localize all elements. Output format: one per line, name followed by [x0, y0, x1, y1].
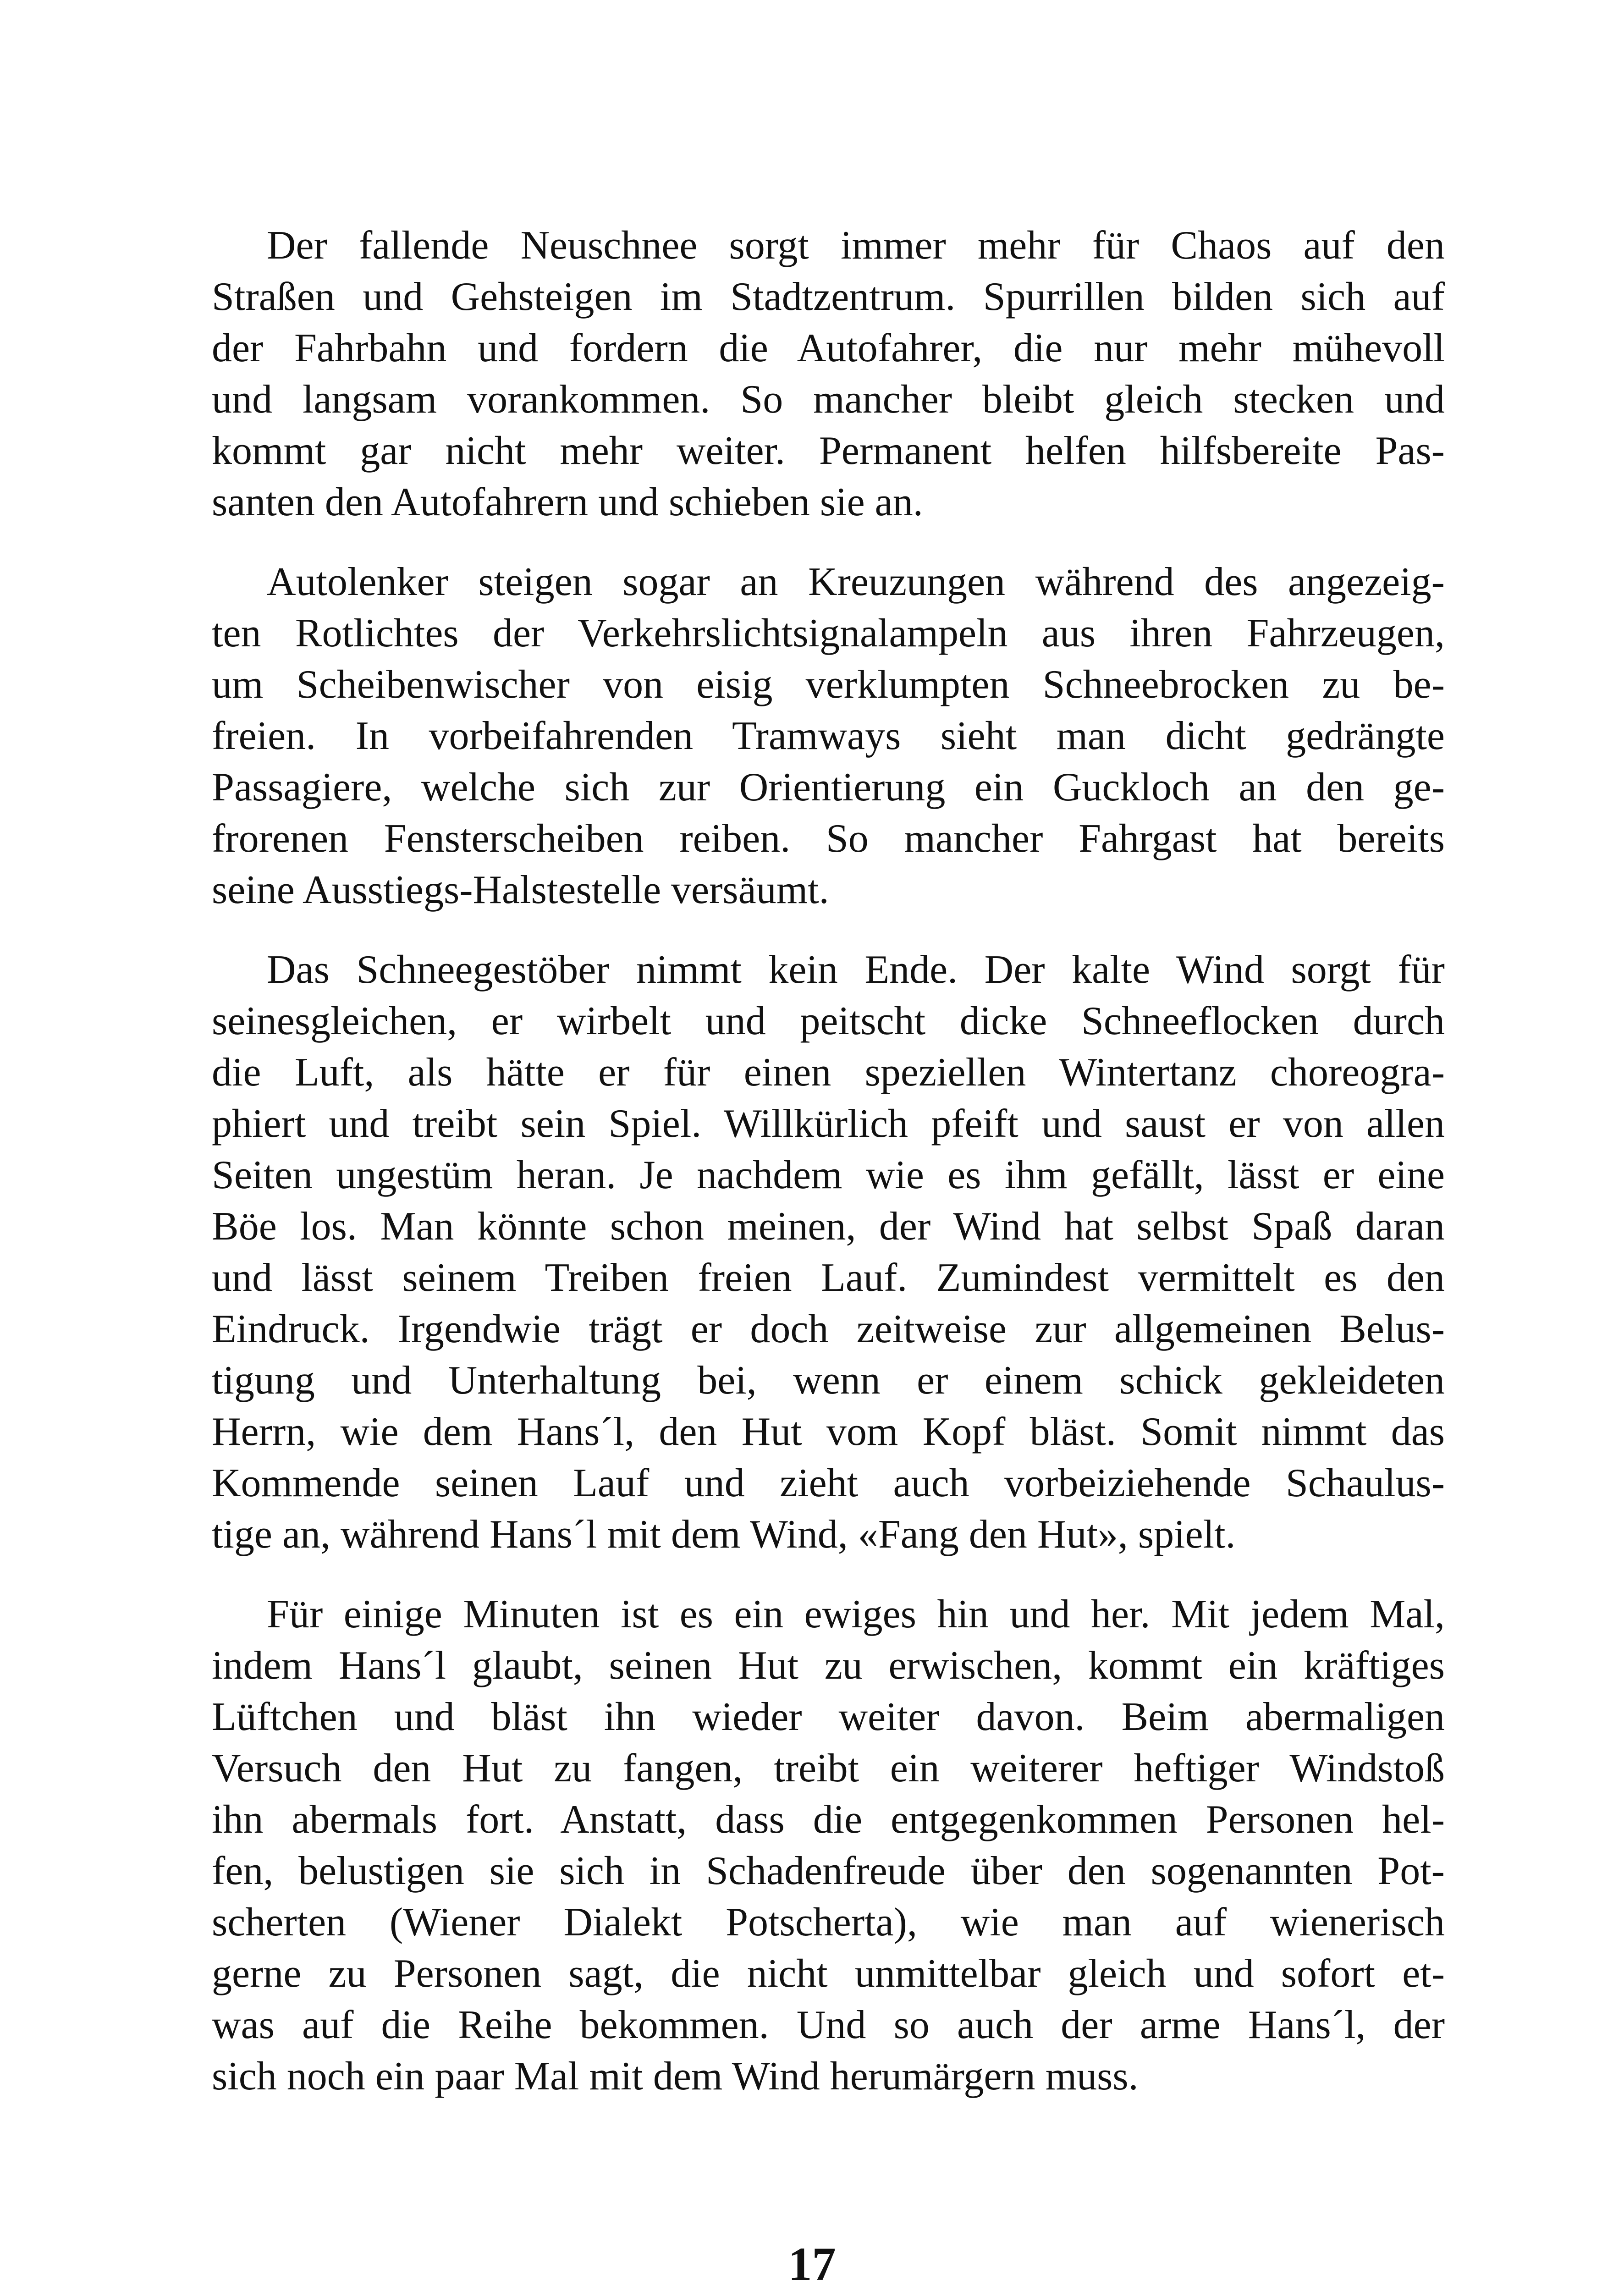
- text-line: der Fahrbahn und fordern die Autofahrer, die nur mehr mühevoll: [212, 326, 1445, 370]
- text-line: Herrn, wie dem Hans´l, den Hut vom Kopf bläst. Somit nimmt das: [212, 1410, 1445, 1454]
- text-line: Das Schneegestöber nimmt kein Ende. Der kalte Wind sorgt für: [267, 948, 1445, 992]
- text-line: Seiten ungestüm heran. Je nachdem wie es ihm gefällt, lässt er eine: [212, 1153, 1445, 1197]
- text-line: freien. In vorbeifahrenden Tramways sieht man dicht gedrängte: [212, 714, 1445, 758]
- text-line: die Luft, als hätte er für einen speziellen Wintertanz choreogra-: [212, 1050, 1445, 1095]
- text-line: kommt gar nicht mehr weiter. Permanent helfen hilfsbereite Pas-: [212, 429, 1445, 473]
- text-line: gerne zu Personen sagt, die nicht unmittelbar gleich und sofort et-: [212, 1951, 1445, 1996]
- text-line: um Scheibenwischer von eisig verklumpten Schneebrocken zu be-: [212, 662, 1445, 707]
- paragraph-1: [212, 220, 1445, 528]
- text-line: und langsam vorankommen. So mancher bleibt gleich stecken und: [212, 377, 1445, 422]
- text-line: was auf die Reihe bekommen. Und so auch der arme Hans´l, der: [212, 2003, 1445, 2047]
- text-line: seinesgleichen, er wirbelt und peitscht dicke Schneeflocken durch: [212, 999, 1445, 1043]
- text-line: phiert und treibt sein Spiel. Willkürlich pfeift und saust er von allen: [212, 1102, 1445, 1146]
- text-line: und lässt seinem Treiben freien Lauf. Zumindest vermittelt es den: [212, 1256, 1445, 1300]
- text-line: santen den Autofahrern und schieben sie an.: [212, 480, 923, 524]
- text-line: Für einige Minuten ist es ein ewiges hin und her. Mit jedem Mal,: [267, 1592, 1445, 1636]
- text-line: sich noch ein paar Mal mit dem Wind herumärgern muss.: [212, 2054, 1139, 2099]
- text-line: Kommende seinen Lauf und zieht auch vorbeiziehende Schaulus-: [212, 1461, 1445, 1505]
- text-line: ihn abermals fort. Anstatt, dass die entgegenkommen Personen hel-: [212, 1797, 1445, 1842]
- text-line: Der fallende Neuschnee sorgt immer mehr für Chaos auf den: [267, 223, 1445, 268]
- text-line: seine Ausstiegs-Halstestelle versäumt.: [212, 868, 829, 912]
- text-line: indem Hans´l glaubt, seinen Hut zu erwischen, kommt ein kräftiges: [212, 1643, 1445, 1688]
- text-line: ten Rotlichtes der Verkehrslichtsignalampeln aus ihren Fahrzeugen,: [212, 611, 1445, 656]
- text-line: frorenen Fensterscheiben reiben. So mancher Fahrgast hat bereits: [212, 816, 1445, 861]
- text-line: Straßen und Gehsteigen im Stadtzentrum. Spurrillen bilden sich auf: [212, 275, 1445, 319]
- paragraph-3: [212, 944, 1445, 1560]
- text-line: fen, belustigen sie sich in Schadenfreude über den sogenannten Pot-: [212, 1849, 1445, 1893]
- text-line: Eindruck. Irgendwie trägt er doch zeitweise zur allgemeinen Belus-: [212, 1307, 1445, 1351]
- text-line: Böe los. Man könnte schon meinen, der Wind hat selbst Spaß daran: [212, 1204, 1445, 1249]
- text-line: Versuch den Hut zu fangen, treibt ein weiterer heftiger Windstoß: [212, 1746, 1445, 1791]
- body-text: [212, 220, 1445, 2131]
- paragraph-2: [212, 556, 1445, 916]
- paragraph-4: [212, 1589, 1445, 2102]
- page-number: 17: [788, 2238, 836, 2291]
- text-line: Passagiere, welche sich zur Orientierung ein Guckloch an den ge-: [212, 765, 1445, 810]
- text-line: Autolenker steigen sogar an Kreuzungen während des angezeig-: [267, 560, 1445, 604]
- text-line: scherten (Wiener Dialekt Potscherta), wie man auf wienerisch: [212, 1900, 1445, 1945]
- text-line: tigung und Unterhaltung bei, wenn er einem schick gekleideten: [212, 1358, 1445, 1403]
- text-line: tige an, während Hans´l mit dem Wind, «Fang den Hut», spielt.: [212, 1512, 1236, 1557]
- text-line: Lüftchen und bläst ihn wieder weiter davon. Beim abermaligen: [212, 1695, 1445, 1739]
